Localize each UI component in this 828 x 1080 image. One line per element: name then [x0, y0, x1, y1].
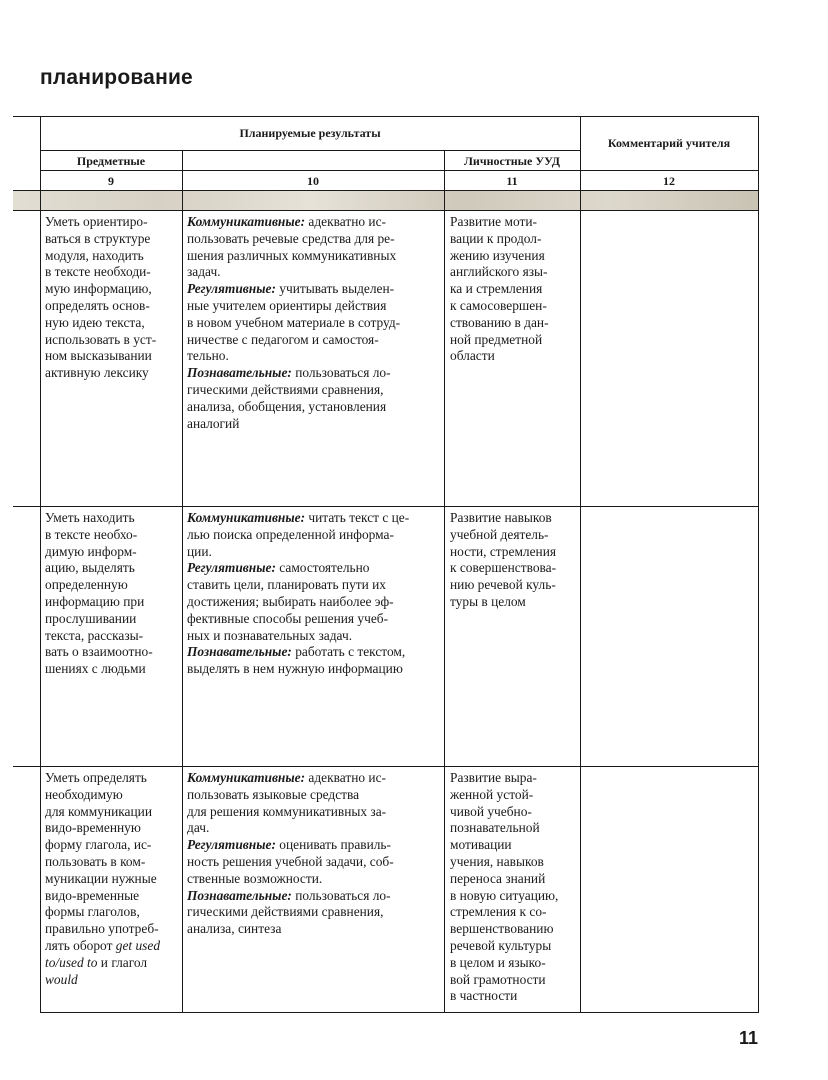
shade-bottom	[13, 210, 759, 211]
column-number: 10	[307, 174, 319, 188]
row-divider-1	[13, 506, 759, 507]
table-row-1-subject: Уметь ориентиро- ваться в структуре модуля, находить в тексте необходи- мую информацию, определять основ- ную идею текста, использовать в уст- ном высказывании активную лексику	[45, 214, 157, 381]
header-divider	[40, 170, 759, 171]
shaded-separator-band	[13, 190, 758, 210]
subject-italic-term: get used to/used to	[45, 937, 161, 970]
meta-paragraph	[187, 560, 443, 644]
meta-text: адекватно ис- пользовать речевые средства для ре- шения различных коммуникативных задач.	[187, 214, 397, 280]
meta-text: адекватно ис- пользовать языковые средства для решения коммуникативных за- дач.	[187, 770, 387, 836]
table-row-1-personal: Развитие моти- вации к продол- жению изучения английского язы- ка и стремления к самосовершен- ствованию в дан- ной предметной области	[450, 214, 549, 364]
meta-label: Коммуникативные:	[187, 510, 306, 525]
meta-label: Познавательные:	[187, 887, 292, 903]
col-border-right	[758, 116, 759, 1013]
meta-label: Регулятивные:	[187, 281, 276, 297]
meta-label: Познавательные:	[187, 644, 292, 660]
meta-paragraph	[187, 644, 443, 678]
meta-text: пользоваться ло- гическими действиями сравнения, анализа, обобщения, установления аналогий	[187, 365, 391, 431]
table-row-3-personal: Развитие выра- женной устой- чивой учебно- познавательной мотивации учения, навыков переноса знаний в новую ситуацию, стремления к со- вершенствованию речевой культуры в целом и языко- вой грамотности в частности	[450, 770, 559, 1004]
col-border-1	[182, 150, 183, 1013]
page-number: 11	[739, 1028, 759, 1048]
meta-paragraph	[187, 837, 443, 887]
column-header-subject: Предметные	[76, 154, 146, 168]
table-top-border	[13, 116, 759, 117]
teacher-comment-header: Комментарий учителя	[607, 136, 731, 150]
meta-text: оценивать правиль- ность решения учебной задачи, соб- ственные возможности.	[187, 837, 394, 886]
meta-paragraph	[187, 365, 443, 432]
table-row-2-subject: Уметь находить в тексте необхо- димую информ- ацию, выделять определенную информацию при прослушивании текста, рассказы- вать о взаимоотно- шениях с людьми	[45, 510, 153, 677]
meta-paragraph	[187, 281, 443, 365]
meta-label: Коммуникативные:	[187, 214, 306, 229]
column-number: 12	[663, 174, 675, 188]
group-header-divider	[40, 150, 580, 151]
group-header: Планируемые результаты	[239, 126, 381, 140]
table-row-3-subject	[45, 770, 181, 988]
subject-text: Уметь определять необходимую для коммуникации видо-временную форму глагола, ис- пользовать в ком- муникации нужные видо-временные формы глаголов, правильно употреб- лять оборот	[45, 770, 159, 953]
meta-text: учитывать выделен- ные учителем ориентиры действия в новом учебном материале в сотруд- ничестве с педагогом и самостоя- тельно.	[187, 281, 401, 364]
table-row-1-meta	[187, 214, 443, 432]
meta-paragraph	[187, 510, 443, 560]
table-bottom-border	[40, 1012, 759, 1013]
column-header-personal: Личностные УУД	[463, 154, 561, 168]
subject-text: и глагол	[100, 954, 148, 970]
meta-label: Познавательные:	[187, 365, 292, 381]
meta-paragraph	[187, 770, 443, 837]
col-border-3	[580, 116, 581, 1013]
meta-text: работать с текстом, выделять в нем нужную информацию	[187, 644, 406, 677]
column-number: 11	[506, 174, 518, 188]
table-row-2-personal: Развитие навыков учебной деятель- ности, стремления к совершенствова- нию речевой куль- туры в целом	[450, 510, 557, 609]
column-number: 9	[108, 174, 114, 188]
meta-paragraph	[187, 214, 443, 281]
meta-label: Регулятивные:	[187, 560, 276, 576]
meta-text: самостоятельно ставить цели, планировать пути их достижения; выбирать наиболее эф- фективные способы решения учеб- ных и познавательных задач.	[187, 560, 394, 643]
meta-text: читать текст с це- лью поиска определенной информа- ции.	[187, 510, 410, 559]
row-divider-2	[13, 766, 759, 767]
col-border-2	[444, 150, 445, 1013]
table-row-2-meta	[187, 510, 443, 678]
number-row-bottom	[13, 190, 759, 191]
meta-label: Регулятивные:	[187, 837, 276, 853]
page-heading: планирование	[40, 66, 193, 89]
subject-italic-term: would	[45, 971, 78, 987]
meta-text: пользоваться ло- гическими действиями сравнения, анализа, синтеза	[187, 887, 391, 937]
col-border-left	[40, 116, 41, 1013]
table-row-3-meta	[187, 770, 443, 938]
meta-label: Коммуникативные:	[187, 770, 306, 785]
meta-paragraph	[187, 888, 443, 938]
